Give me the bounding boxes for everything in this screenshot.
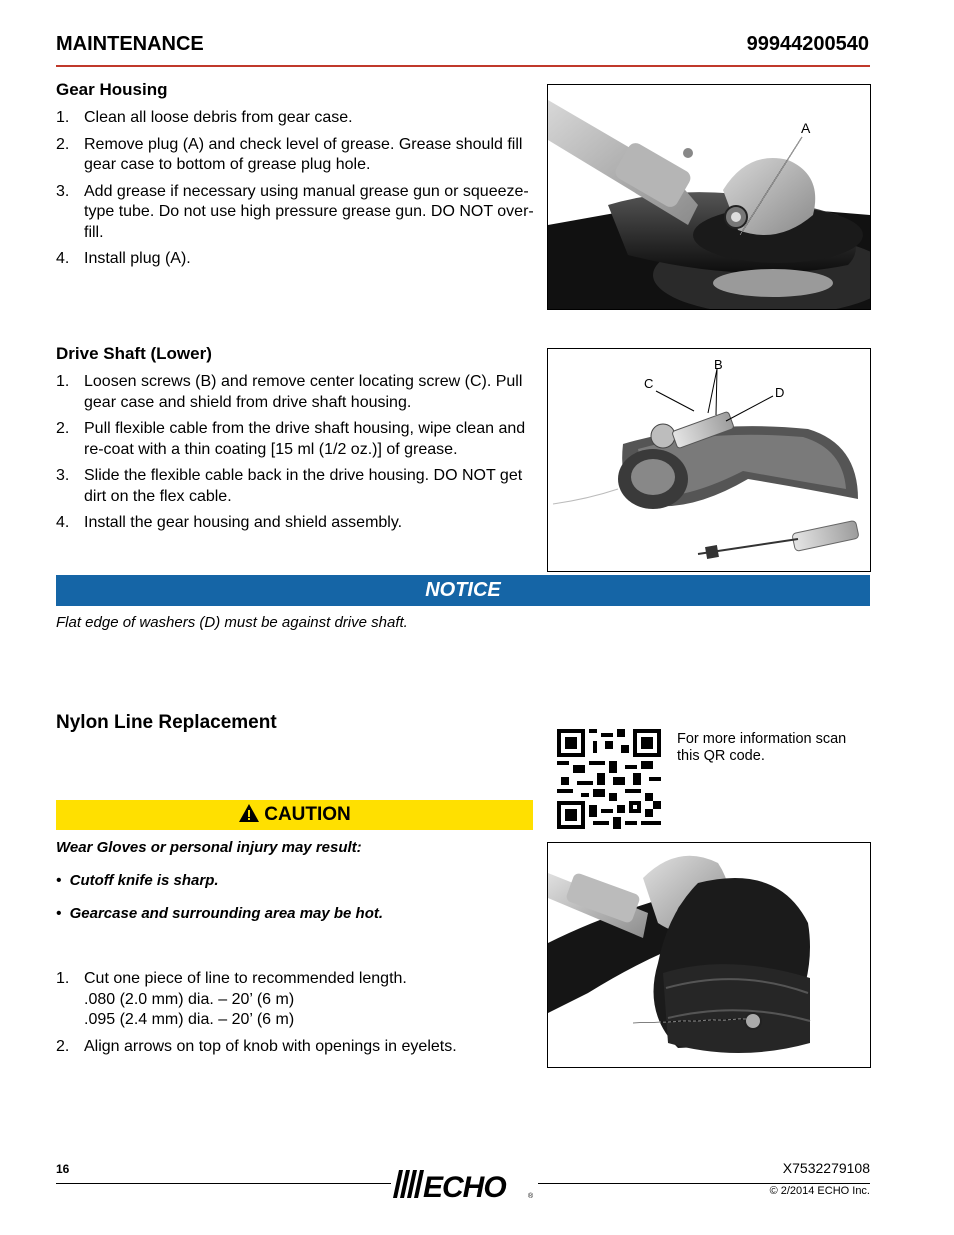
notice-text: Flat edge of washers (D) must be against drive shaft. bbox=[56, 614, 408, 631]
qr-code-icon bbox=[557, 729, 661, 829]
drive-shaft-heading: Drive Shaft (Lower) bbox=[56, 344, 212, 363]
footer-rule-left bbox=[56, 1183, 391, 1184]
list-item: 2. Pull flexible cable from the drive shaft housing, wipe clean and re-coat with a thin coating [15 ml (1/2 oz.)] of grease. bbox=[56, 420, 526, 458]
callout-c: C bbox=[644, 376, 654, 391]
list-item: 2. Align arrows on top of knob with openings in eyelets. bbox=[56, 1037, 457, 1055]
gear-housing-illustration bbox=[548, 85, 870, 309]
warning-triangle-icon bbox=[238, 803, 260, 833]
nylon-steps bbox=[56, 969, 536, 1063]
registered-mark: ® bbox=[528, 1193, 534, 1200]
gear-housing-photo bbox=[547, 84, 871, 310]
drive-shaft-steps bbox=[56, 372, 536, 534]
caution-banner bbox=[56, 800, 533, 830]
list-item: 3. Slide the flexible cable back in the drive housing. DO NOT get dirt on the flex cable. bbox=[56, 467, 523, 505]
list-item: 3. Add grease if necessary using manual grease gun or squeeze-type tube. Do not use high pressure grease gun. DO NOT over-fill. bbox=[56, 182, 534, 241]
echo-logo-text: ECHO bbox=[423, 1171, 506, 1202]
trimmer-head-photo bbox=[547, 842, 871, 1068]
page-number: 16 bbox=[56, 1162, 70, 1176]
header-rule bbox=[56, 65, 870, 67]
drive-shaft-photo bbox=[547, 348, 871, 572]
list-item: 1. Clean all loose debris from gear case. bbox=[56, 109, 353, 126]
list-item: 2. Remove plug (A) and check level of grease. Grease should fill gear case to bottom of grease plug hole. bbox=[56, 135, 523, 173]
echo-logo bbox=[393, 1168, 538, 1202]
list-item: 1. Cut one piece of line to recommended length. .080 (2.0 mm) dia. – 20’ (6 m) .095 (2.4 mm) dia. – 20’ (6 m) bbox=[56, 970, 407, 1028]
list-item: 4. Install plug (A). bbox=[56, 250, 191, 267]
list-item: 1. Loosen screws (B) and remove center locating screw (C). Pull gear case and shield from drive shaft housing. bbox=[56, 373, 523, 411]
part-number: 99944200540 bbox=[746, 33, 869, 55]
footer-rule-right bbox=[538, 1183, 870, 1184]
nylon-heading: Nylon Line Replacement bbox=[56, 712, 277, 733]
qr-caption: For more information scan this QR code. bbox=[677, 731, 847, 764]
list-item: 4. Install the gear housing and shield assembly. bbox=[56, 514, 403, 531]
gear-housing-heading: Gear Housing bbox=[56, 80, 168, 99]
callout-d: D bbox=[775, 385, 785, 400]
drive-shaft-section bbox=[56, 344, 536, 540]
section-title: MAINTENANCE bbox=[56, 33, 204, 55]
document-number: X7532279108 bbox=[782, 1160, 870, 1176]
trimmer-head-illustration bbox=[548, 843, 870, 1067]
warning-bullet: • Gearcase and surrounding area may be hot. bbox=[56, 905, 384, 922]
gear-housing-steps bbox=[56, 108, 536, 270]
gear-housing-section bbox=[56, 80, 536, 276]
notice-banner: NOTICE bbox=[56, 575, 870, 606]
drive-shaft-illustration bbox=[548, 349, 870, 571]
warning-intro: Wear Gloves or personal injury may result: bbox=[56, 839, 362, 856]
qr-code[interactable] bbox=[557, 729, 661, 829]
echo-logo-stripes bbox=[393, 1168, 538, 1202]
copyright: © 2/2014 ECHO Inc. bbox=[769, 1185, 870, 1197]
callout-b: B bbox=[714, 357, 723, 372]
warning-bullet: • Cutoff knife is sharp. bbox=[56, 872, 219, 889]
callout-a: A bbox=[801, 120, 811, 136]
caution-label: CAUTION bbox=[264, 804, 351, 825]
